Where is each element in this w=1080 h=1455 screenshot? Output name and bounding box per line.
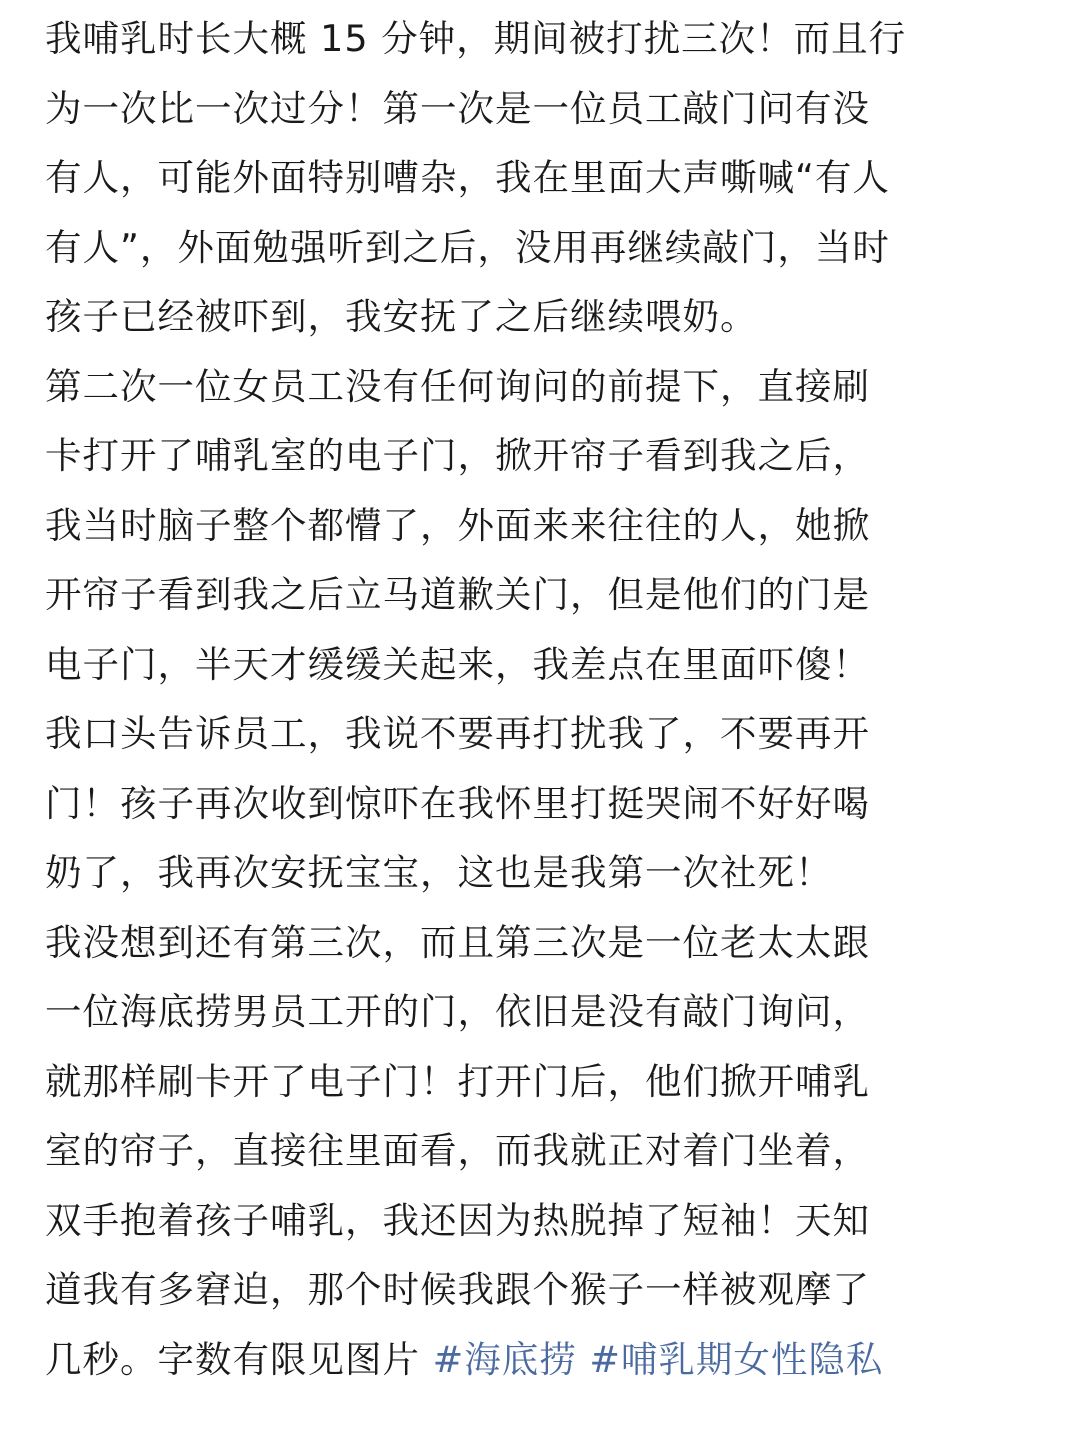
post-line: 室的帘子，直接往里面看，而我就正对着门坐着， <box>45 1129 870 1172</box>
post-line: 双手抱着孩子哺乳，我还因为热脱掉了短袖！天知 <box>45 1198 870 1242</box>
hashtag-separator <box>577 1338 590 1381</box>
post-line: 孩子已经被吓到，我安抚了之后继续喂奶。 <box>45 295 758 338</box>
post-line: 卡打开了哺乳室的电子门，掀开帘子看到我之后， <box>45 434 870 477</box>
hashtag-link-haidilao[interactable]: #海底捞 <box>432 1337 577 1381</box>
post-last-line <box>45 1325 1045 1395</box>
post-line-text: 几秒。字数有限见图片 <box>45 1337 433 1381</box>
post-line: 门！孩子再次收到惊吓在我怀里打挺哭闹不好好喝 <box>45 781 870 825</box>
post-line: 我哺乳时长大概 15 分钟，期间被打扰三次！而且行 <box>45 17 907 60</box>
post-line: 为一次比一次过分！第一次是一位员工敲门问有没 <box>45 86 870 130</box>
post-line: 我口头告诉员工，我说不要再打扰我了，不要再开 <box>45 712 870 755</box>
post-line: 有人”，外面勉强听到之后，没用再继续敲门，当时 <box>45 225 890 269</box>
hashtag-link-breastfeeding-privacy[interactable]: #哺乳期女性隐私 <box>589 1337 884 1381</box>
post-line: 有人，可能外面特别嘈杂，我在里面大声嘶喊“有人 <box>45 156 890 199</box>
post-line: 电子门，半天才缓缓关起来，我差点在里面吓傻！ <box>45 642 870 686</box>
post-line: 奶了，我再次安抚宝宝，这也是我第一次社死！ <box>45 851 833 894</box>
post-line: 我当时脑子整个都懵了，外面来来往往的人，她掀 <box>45 503 870 547</box>
post-line: 第二次一位女员工没有任何询问的前提下，直接刷 <box>45 364 870 408</box>
post-line: 我没想到还有第三次，而且第三次是一位老太太跟 <box>45 920 870 964</box>
post-line: 开帘子看到我之后立马道歉关门，但是他们的门是 <box>45 573 870 616</box>
post-body <box>45 4 1045 1394</box>
post-line: 一位海底捞男员工开的门，依旧是没有敲门询问， <box>45 990 870 1033</box>
post-line: 道我有多窘迫，那个时候我跟个猴子一样被观摩了 <box>45 1268 870 1311</box>
post-line: 就那样刷卡开了电子门！打开门后，他们掀开哺乳 <box>45 1059 870 1103</box>
